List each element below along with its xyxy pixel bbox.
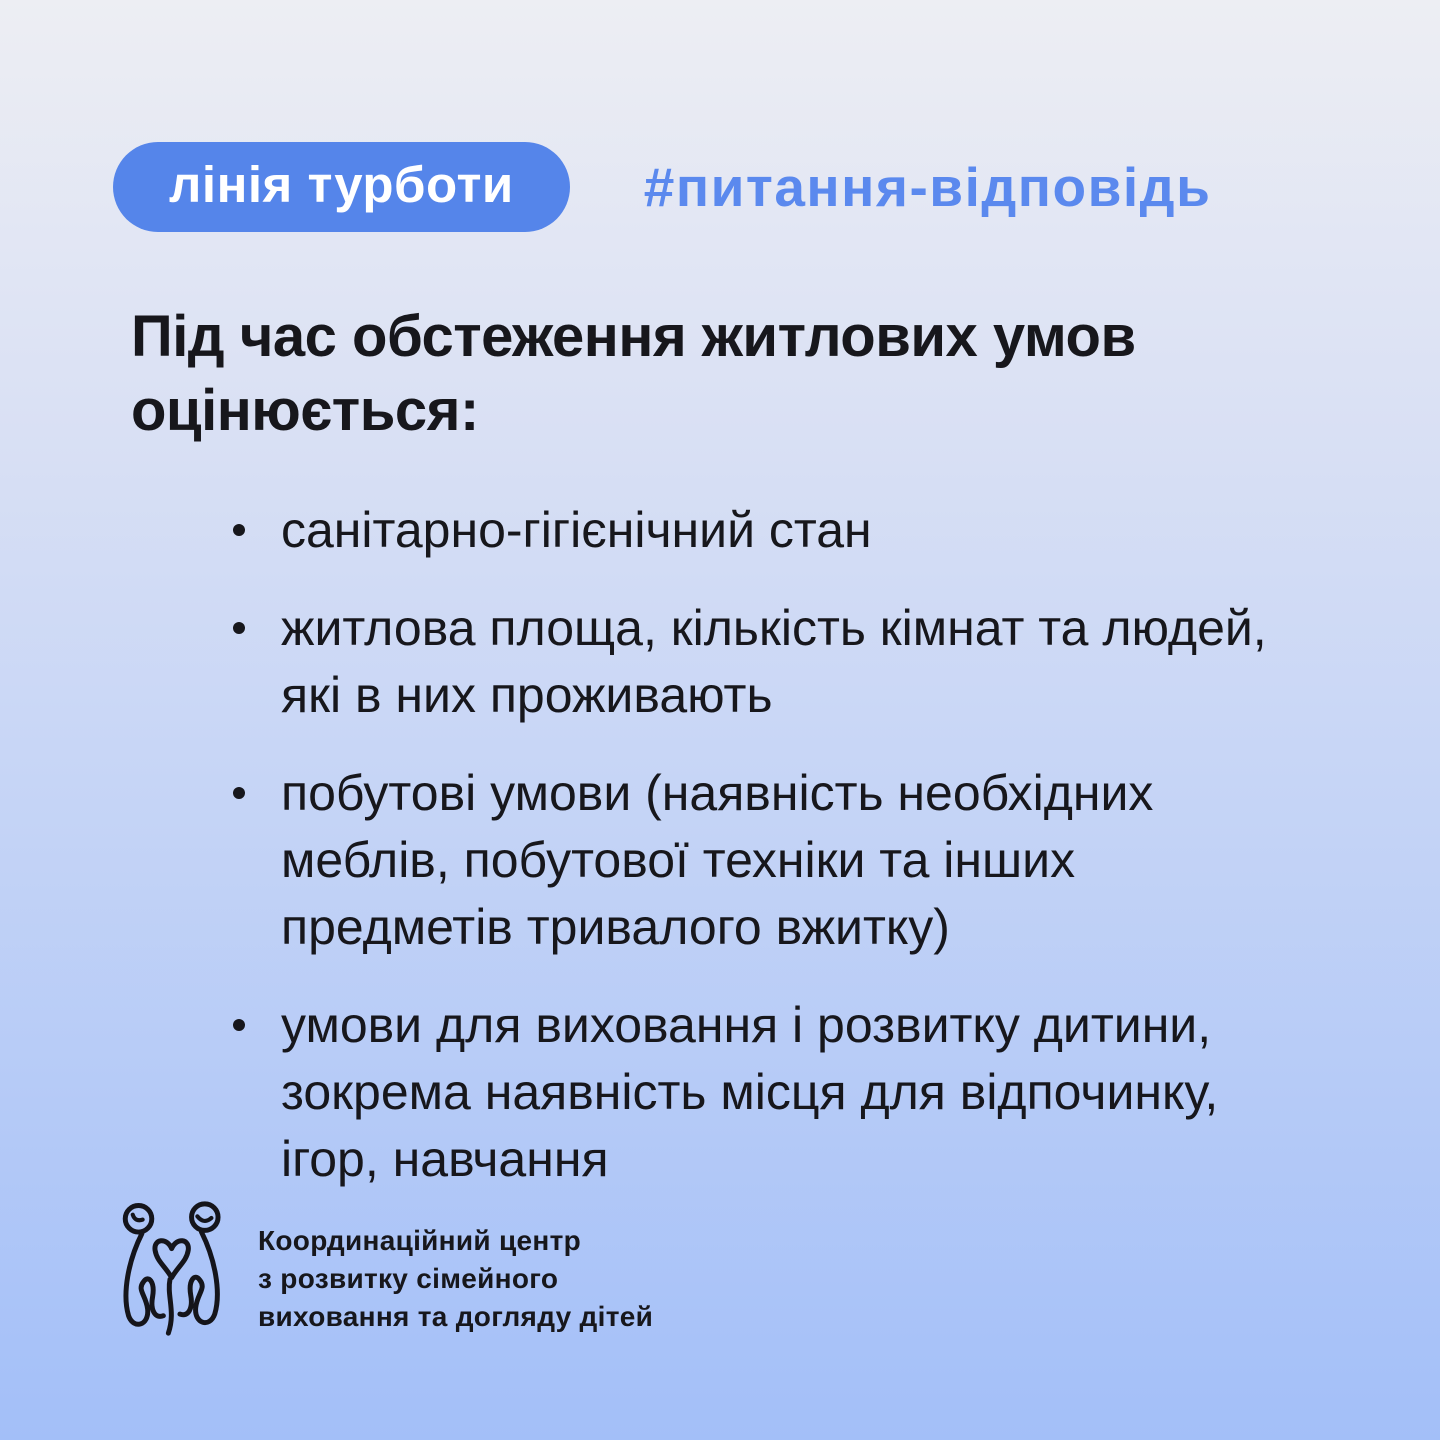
assessment-criteria-list [231, 497, 1311, 1193]
list-item-text: умови для виховання і розвитку дитини, зокрема наявність місця для відпочинку, ігор, навчання [281, 997, 1219, 1187]
header [113, 142, 1211, 232]
page-title: Під час обстеження житлових умов оцінюється: [131, 304, 1136, 443]
org-name-line: Координаційний центр [258, 1225, 582, 1256]
list-item-text: побутові умови (наявність необхідних меблів, побутової техніки та інших предметів тривалого вжитку) [281, 765, 1154, 955]
footer [112, 1192, 653, 1350]
bullet-dot-icon [233, 622, 245, 634]
list-item-living-area [231, 595, 1311, 729]
list-item-sanitary [231, 497, 1311, 564]
bullet-dot-icon [233, 524, 245, 536]
bullet-dot-icon [233, 1019, 245, 1031]
list-item-text: житлова площа, кількість кімнат та людей, які в них проживають [281, 600, 1267, 723]
org-name-line: з розвитку сімейного [258, 1263, 559, 1294]
org-name-line: виховання та догляду дітей [258, 1301, 654, 1332]
list-item-household-conditions [231, 760, 1311, 961]
hashtag-label: #питання-відповідь [643, 156, 1212, 218]
care-line-badge: лінія турботи [113, 142, 570, 232]
bullet-dot-icon [233, 787, 245, 799]
two-figures-with-heart-logo-icon [112, 1192, 228, 1350]
org-name [258, 1222, 653, 1336]
list-item-child-development [231, 992, 1311, 1193]
list-item-text: санітарно-гігієнічний стан [281, 502, 872, 558]
